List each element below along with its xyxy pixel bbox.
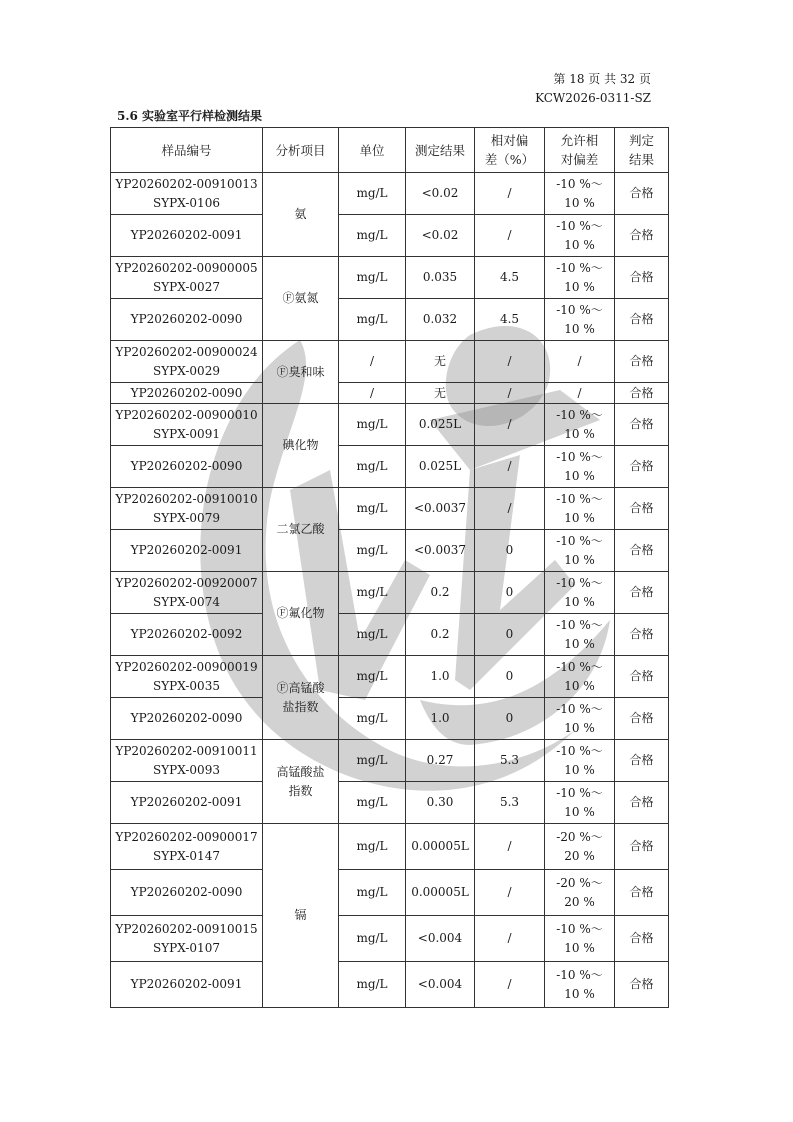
allowed-deviation-cell: / <box>545 341 615 383</box>
sample-id-cell: YP20260202-0090 <box>111 299 263 341</box>
sample-id-cell: YP20260202-00920007 SYPX-0074 <box>111 572 263 614</box>
judgment-cell: 合格 <box>615 383 669 404</box>
judgment-cell: 合格 <box>615 782 669 824</box>
unit-cell: mg/L <box>339 572 406 614</box>
unit-cell: mg/L <box>339 962 406 1008</box>
sample-id-cell: YP20260202-0091 <box>111 530 263 572</box>
analysis-item-cell: 氨 <box>263 173 339 257</box>
unit-cell: mg/L <box>339 870 406 916</box>
relative-deviation-cell: / <box>475 488 545 530</box>
analysis-item-cell: 镉 <box>263 824 339 1008</box>
judgment-cell: 合格 <box>615 916 669 962</box>
judgment-cell: 合格 <box>615 698 669 740</box>
table-row <box>111 824 669 870</box>
sample-id-cell: YP20260202-0091 <box>111 782 263 824</box>
sample-id-cell: YP20260202-00900017 SYPX-0147 <box>111 824 263 870</box>
judgment-cell: 合格 <box>615 341 669 383</box>
column-header: 分析项目 <box>263 128 339 173</box>
unit-cell: mg/L <box>339 299 406 341</box>
table-body <box>111 173 669 1008</box>
unit-cell: mg/L <box>339 824 406 870</box>
judgment-cell: 合格 <box>615 572 669 614</box>
sample-id-cell: YP20260202-00900005 SYPX-0027 <box>111 257 263 299</box>
table-row <box>111 962 669 1008</box>
unit-cell: mg/L <box>339 530 406 572</box>
sample-id-cell: YP20260202-00910013 SYPX-0106 <box>111 173 263 215</box>
judgment-cell: 合格 <box>615 299 669 341</box>
result-cell: 0.00005L <box>406 870 475 916</box>
unit-cell: mg/L <box>339 404 406 446</box>
analysis-item-cell: Ⓕ高锰酸 盐指数 <box>263 656 339 740</box>
sample-id-cell: YP20260202-0091 <box>111 962 263 1008</box>
table-row <box>111 530 669 572</box>
allowed-deviation-cell: -10 %～ 10 % <box>545 299 615 341</box>
result-cell: 无 <box>406 341 475 383</box>
result-cell: 0.2 <box>406 572 475 614</box>
table-row <box>111 656 669 698</box>
sample-id-cell: YP20260202-00900010 SYPX-0091 <box>111 404 263 446</box>
relative-deviation-cell: 4.5 <box>475 299 545 341</box>
result-cell: <0.0037 <box>406 530 475 572</box>
unit-cell: mg/L <box>339 656 406 698</box>
relative-deviation-cell: / <box>475 824 545 870</box>
relative-deviation-cell: / <box>475 173 545 215</box>
judgment-cell: 合格 <box>615 173 669 215</box>
table-row <box>111 488 669 530</box>
table-row <box>111 916 669 962</box>
result-cell: <0.004 <box>406 962 475 1008</box>
result-cell: <0.02 <box>406 215 475 257</box>
unit-cell: / <box>339 341 406 383</box>
sample-id-cell: YP20260202-0091 <box>111 215 263 257</box>
sample-id-cell: YP20260202-00910015 SYPX-0107 <box>111 916 263 962</box>
judgment-cell: 合格 <box>615 215 669 257</box>
column-header: 判定 结果 <box>615 128 669 173</box>
analysis-item-cell: Ⓕ臭和味 <box>263 341 339 404</box>
column-header: 测定结果 <box>406 128 475 173</box>
sample-id-cell: YP20260202-0092 <box>111 614 263 656</box>
relative-deviation-cell: 0 <box>475 698 545 740</box>
table-row <box>111 572 669 614</box>
column-header: 允许相 对偏差 <box>545 128 615 173</box>
judgment-cell: 合格 <box>615 257 669 299</box>
judgment-cell: 合格 <box>615 962 669 1008</box>
table-row <box>111 215 669 257</box>
unit-cell: / <box>339 383 406 404</box>
result-cell: 0.2 <box>406 614 475 656</box>
allowed-deviation-cell: -10 %～ 10 % <box>545 530 615 572</box>
judgment-cell: 合格 <box>615 870 669 916</box>
result-cell: <0.004 <box>406 916 475 962</box>
judgment-cell: 合格 <box>615 446 669 488</box>
table-row <box>111 782 669 824</box>
allowed-deviation-cell: -10 %～ 10 % <box>545 446 615 488</box>
table-row <box>111 341 669 383</box>
sample-id-cell: YP20260202-0090 <box>111 870 263 916</box>
allowed-deviation-cell: -10 %～ 10 % <box>545 740 615 782</box>
relative-deviation-cell: 5.3 <box>475 740 545 782</box>
result-cell: <0.0037 <box>406 488 475 530</box>
allowed-deviation-cell: -10 %～ 10 % <box>545 572 615 614</box>
column-header: 相对偏 差（%） <box>475 128 545 173</box>
result-cell: 0.27 <box>406 740 475 782</box>
relative-deviation-cell: 0 <box>475 530 545 572</box>
table-row <box>111 740 669 782</box>
allowed-deviation-cell: -10 %～ 10 % <box>545 916 615 962</box>
table-row <box>111 299 669 341</box>
page-header <box>535 70 651 108</box>
table-row <box>111 870 669 916</box>
unit-cell: mg/L <box>339 446 406 488</box>
relative-deviation-cell: 0 <box>475 614 545 656</box>
sample-id-cell: YP20260202-00910011 SYPX-0093 <box>111 740 263 782</box>
result-cell: 1.0 <box>406 656 475 698</box>
table-row <box>111 383 669 404</box>
allowed-deviation-cell: -10 %～ 10 % <box>545 962 615 1008</box>
allowed-deviation-cell: / <box>545 383 615 404</box>
unit-cell: mg/L <box>339 215 406 257</box>
relative-deviation-cell: 0 <box>475 656 545 698</box>
allowed-deviation-cell: -10 %～ 10 % <box>545 488 615 530</box>
allowed-deviation-cell: -10 %～ 10 % <box>545 656 615 698</box>
sample-id-cell: YP20260202-0090 <box>111 446 263 488</box>
parallel-sample-results-table <box>110 127 669 1008</box>
relative-deviation-cell: 5.3 <box>475 782 545 824</box>
column-header: 单位 <box>339 128 406 173</box>
sample-id-cell: YP20260202-00910010 SYPX-0079 <box>111 488 263 530</box>
allowed-deviation-cell: -20 %～ 20 % <box>545 824 615 870</box>
sample-id-cell: YP20260202-0090 <box>111 383 263 404</box>
table-row <box>111 257 669 299</box>
table-row <box>111 173 669 215</box>
analysis-item-cell: Ⓕ氨氮 <box>263 257 339 341</box>
unit-cell: mg/L <box>339 916 406 962</box>
analysis-item-cell: 二氯乙酸 <box>263 488 339 572</box>
judgment-cell: 合格 <box>615 530 669 572</box>
allowed-deviation-cell: -10 %～ 10 % <box>545 404 615 446</box>
relative-deviation-cell: / <box>475 215 545 257</box>
relative-deviation-cell: / <box>475 446 545 488</box>
allowed-deviation-cell: -10 %～ 10 % <box>545 173 615 215</box>
section-title: 5.6 实验室平行样检测结果 <box>117 109 263 123</box>
table-row <box>111 404 669 446</box>
analysis-item-cell: 碘化物 <box>263 404 339 488</box>
table-row <box>111 698 669 740</box>
relative-deviation-cell: / <box>475 341 545 383</box>
unit-cell: mg/L <box>339 173 406 215</box>
judgment-cell: 合格 <box>615 824 669 870</box>
unit-cell: mg/L <box>339 614 406 656</box>
result-cell: 0.00005L <box>406 824 475 870</box>
allowed-deviation-cell: -10 %～ 10 % <box>545 215 615 257</box>
allowed-deviation-cell: -10 %～ 10 % <box>545 257 615 299</box>
table-row <box>111 446 669 488</box>
unit-cell: mg/L <box>339 488 406 530</box>
result-cell: 0.035 <box>406 257 475 299</box>
judgment-cell: 合格 <box>615 740 669 782</box>
table-row <box>111 614 669 656</box>
relative-deviation-cell: / <box>475 962 545 1008</box>
document-code: KCW2026-0311-SZ <box>535 91 651 105</box>
table-header-row <box>111 128 669 173</box>
sample-id-cell: YP20260202-00900024 SYPX-0029 <box>111 341 263 383</box>
allowed-deviation-cell: -20 %～ 20 % <box>545 870 615 916</box>
relative-deviation-cell: / <box>475 383 545 404</box>
column-header: 样品编号 <box>111 128 263 173</box>
allowed-deviation-cell: -10 %～ 10 % <box>545 698 615 740</box>
result-cell: 0.032 <box>406 299 475 341</box>
relative-deviation-cell: 4.5 <box>475 257 545 299</box>
unit-cell: mg/L <box>339 698 406 740</box>
unit-cell: mg/L <box>339 782 406 824</box>
result-cell: 无 <box>406 383 475 404</box>
relative-deviation-cell: / <box>475 916 545 962</box>
relative-deviation-cell: 0 <box>475 572 545 614</box>
result-cell: 0.025L <box>406 446 475 488</box>
unit-cell: mg/L <box>339 257 406 299</box>
page-number: 第 18 页 共 32 页 <box>553 72 651 86</box>
analysis-item-cell: Ⓕ氟化物 <box>263 572 339 656</box>
result-cell: 0.025L <box>406 404 475 446</box>
relative-deviation-cell: / <box>475 404 545 446</box>
relative-deviation-cell: / <box>475 870 545 916</box>
result-cell: 0.30 <box>406 782 475 824</box>
judgment-cell: 合格 <box>615 488 669 530</box>
result-cell: <0.02 <box>406 173 475 215</box>
judgment-cell: 合格 <box>615 656 669 698</box>
sample-id-cell: YP20260202-0090 <box>111 698 263 740</box>
analysis-item-cell: 高锰酸盐 指数 <box>263 740 339 824</box>
unit-cell: mg/L <box>339 740 406 782</box>
judgment-cell: 合格 <box>615 614 669 656</box>
allowed-deviation-cell: -10 %～ 10 % <box>545 782 615 824</box>
result-cell: 1.0 <box>406 698 475 740</box>
judgment-cell: 合格 <box>615 404 669 446</box>
sample-id-cell: YP20260202-00900019 SYPX-0035 <box>111 656 263 698</box>
allowed-deviation-cell: -10 %～ 10 % <box>545 614 615 656</box>
